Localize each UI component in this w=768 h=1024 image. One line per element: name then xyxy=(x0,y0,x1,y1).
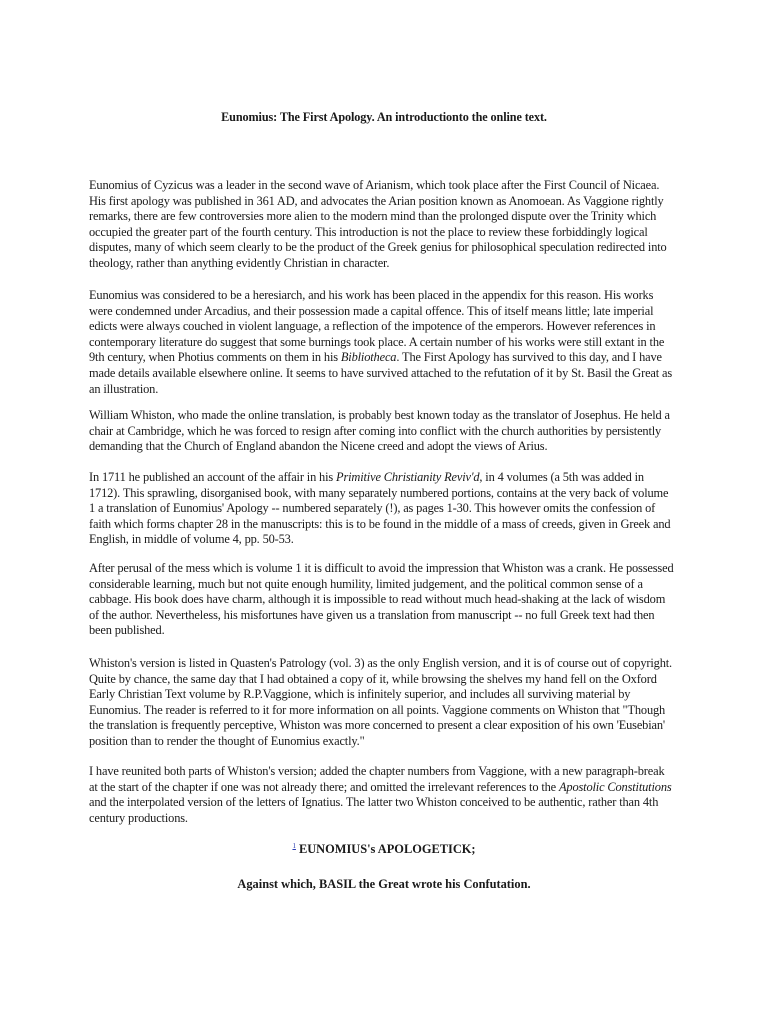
italic-title-apostolic-constitutions: Apostolic Constitutions xyxy=(558,779,672,794)
footnote-link[interactable]: 1 xyxy=(292,842,296,850)
paragraph-text: , in 4 volumes (a 5th was added in 1712). This sprawling, disorganised book, with many separately numbered portions, contains at the very back of volume 1 a translation of Eunomius' Apology -- numbered separately (!), as pages 1-30. This however omits the confession of faith which forms chapter 28 in the manuscripts: this is to be found in the middle of a mass of creeds, given in Greek and English, in middle of volume 4, pp. 50-53. xyxy=(89,470,671,547)
paragraph-quasten: Whiston's version is listed in Quasten's Patrology (vol. 3) as the only English version, and it is of course out of copyright. Quite by chance, the same day that I had obtained a copy of it, while browsing the shelves my hand fell on the Oxford Early Christian Text volume by R.P.Vaggione, which is infinitely superior, and includes all surviving material by Eunomius. The reader is referred to it for more information on all points. Vaggione comments on Whiston that "Though the translation is frequently perceptive, Whiston was more concerned to present a clear exposition of his own 'Eusebian' position than to render the thought of Eunomius exactly." xyxy=(89,656,672,748)
paragraph-introduction: Eunomius of Cyzicus was a leader in the second wave of Arianism, which took place after the First Council of Nicaea. His first apology was published in 361 AD, and advocates the Arian position known as Anomoean. As Vaggione rightly remarks, there are few controversies more alien to the modern mind than the prolonged dispute over the Trinity which occupied the greater part of the fourth century. This introduction is not the place to review these forbiddingly logical disputes, many of which seem clearly to be the product of the Greek genius for philosophical speculation redirected into theology, rather than anything evidently Christian in character. xyxy=(89,178,667,270)
italic-title-primitive-christianity: Primitive Christianity Reviv'd xyxy=(336,470,480,484)
heading-text: EUNOMIUS's APOLOGETICK; xyxy=(298,842,476,856)
paragraph-1711 xyxy=(89,470,674,548)
paragraph-text: In 1711 he published an account of the affair in his xyxy=(89,470,337,484)
paragraph-text: I have reunited both parts of Whiston's version; added the chapter numbers from Vaggione, with a new paragraph-break at the start of the chapter if one was not already there; and omitted the irrelevant references to the xyxy=(89,764,665,794)
paragraph-whiston: William Whiston, who made the online translation, is probably best known today as the translator of Josephus. He held a chair at Cambridge, which he was forced to resign after coming into conflict with the church authorities by persistently demanding that the Church of England abandon the Nicene creed and adopt the views of Arius. xyxy=(89,408,670,454)
paragraph-perusal: After perusal of the mess which is volume 1 it is difficult to avoid the impression that Whiston was a crank. He possessed considerable learning, much but not quite enough humility, limited judgement, and the political common sense of a cabbage. His book does have charm, although it is impossible to read without much head-shaking at the lack of wisdom of the author. Nevertheless, his misfortunes have given us a translation from manuscript -- no full Greek text had then been published. xyxy=(89,561,674,638)
section-heading xyxy=(0,842,768,857)
section-subheading: Against which, BASIL the Great wrote his Confutation. xyxy=(237,877,531,891)
paragraph-text: Eunomius was considered to be a heresiarch, and his work has been placed in the appendix for this reason. His works were condemned under Arcadius, and their possession made a capital offence. This of itself means little; late imperial edicts were always couched in violent language, a reflection of the impotence of the emperors. However references in contemporary literature do suggest that some burnings took place. A certain number of his works were still extant in the 9th century, when Photius comments on them in his xyxy=(89,288,665,365)
document-title: Eunomius: The First Apology. An introductionto the online text. xyxy=(221,110,547,124)
paragraph-reunited xyxy=(89,764,674,826)
italic-title-bibliotheca: Bibliotheca xyxy=(340,350,397,365)
paragraph-text: and the interpolated version of the letters of Ignatius. The latter two Whiston conceived to be authentic, rather than 4th century productions. xyxy=(89,795,659,825)
paragraph-text: . The First Apology has survived to this day, and I have made details available elsewhere online. It seems to have survived attached to the refutation of it by St. Basil the Great as an illustration. xyxy=(89,350,673,396)
paragraph-heresiarch xyxy=(89,288,674,397)
